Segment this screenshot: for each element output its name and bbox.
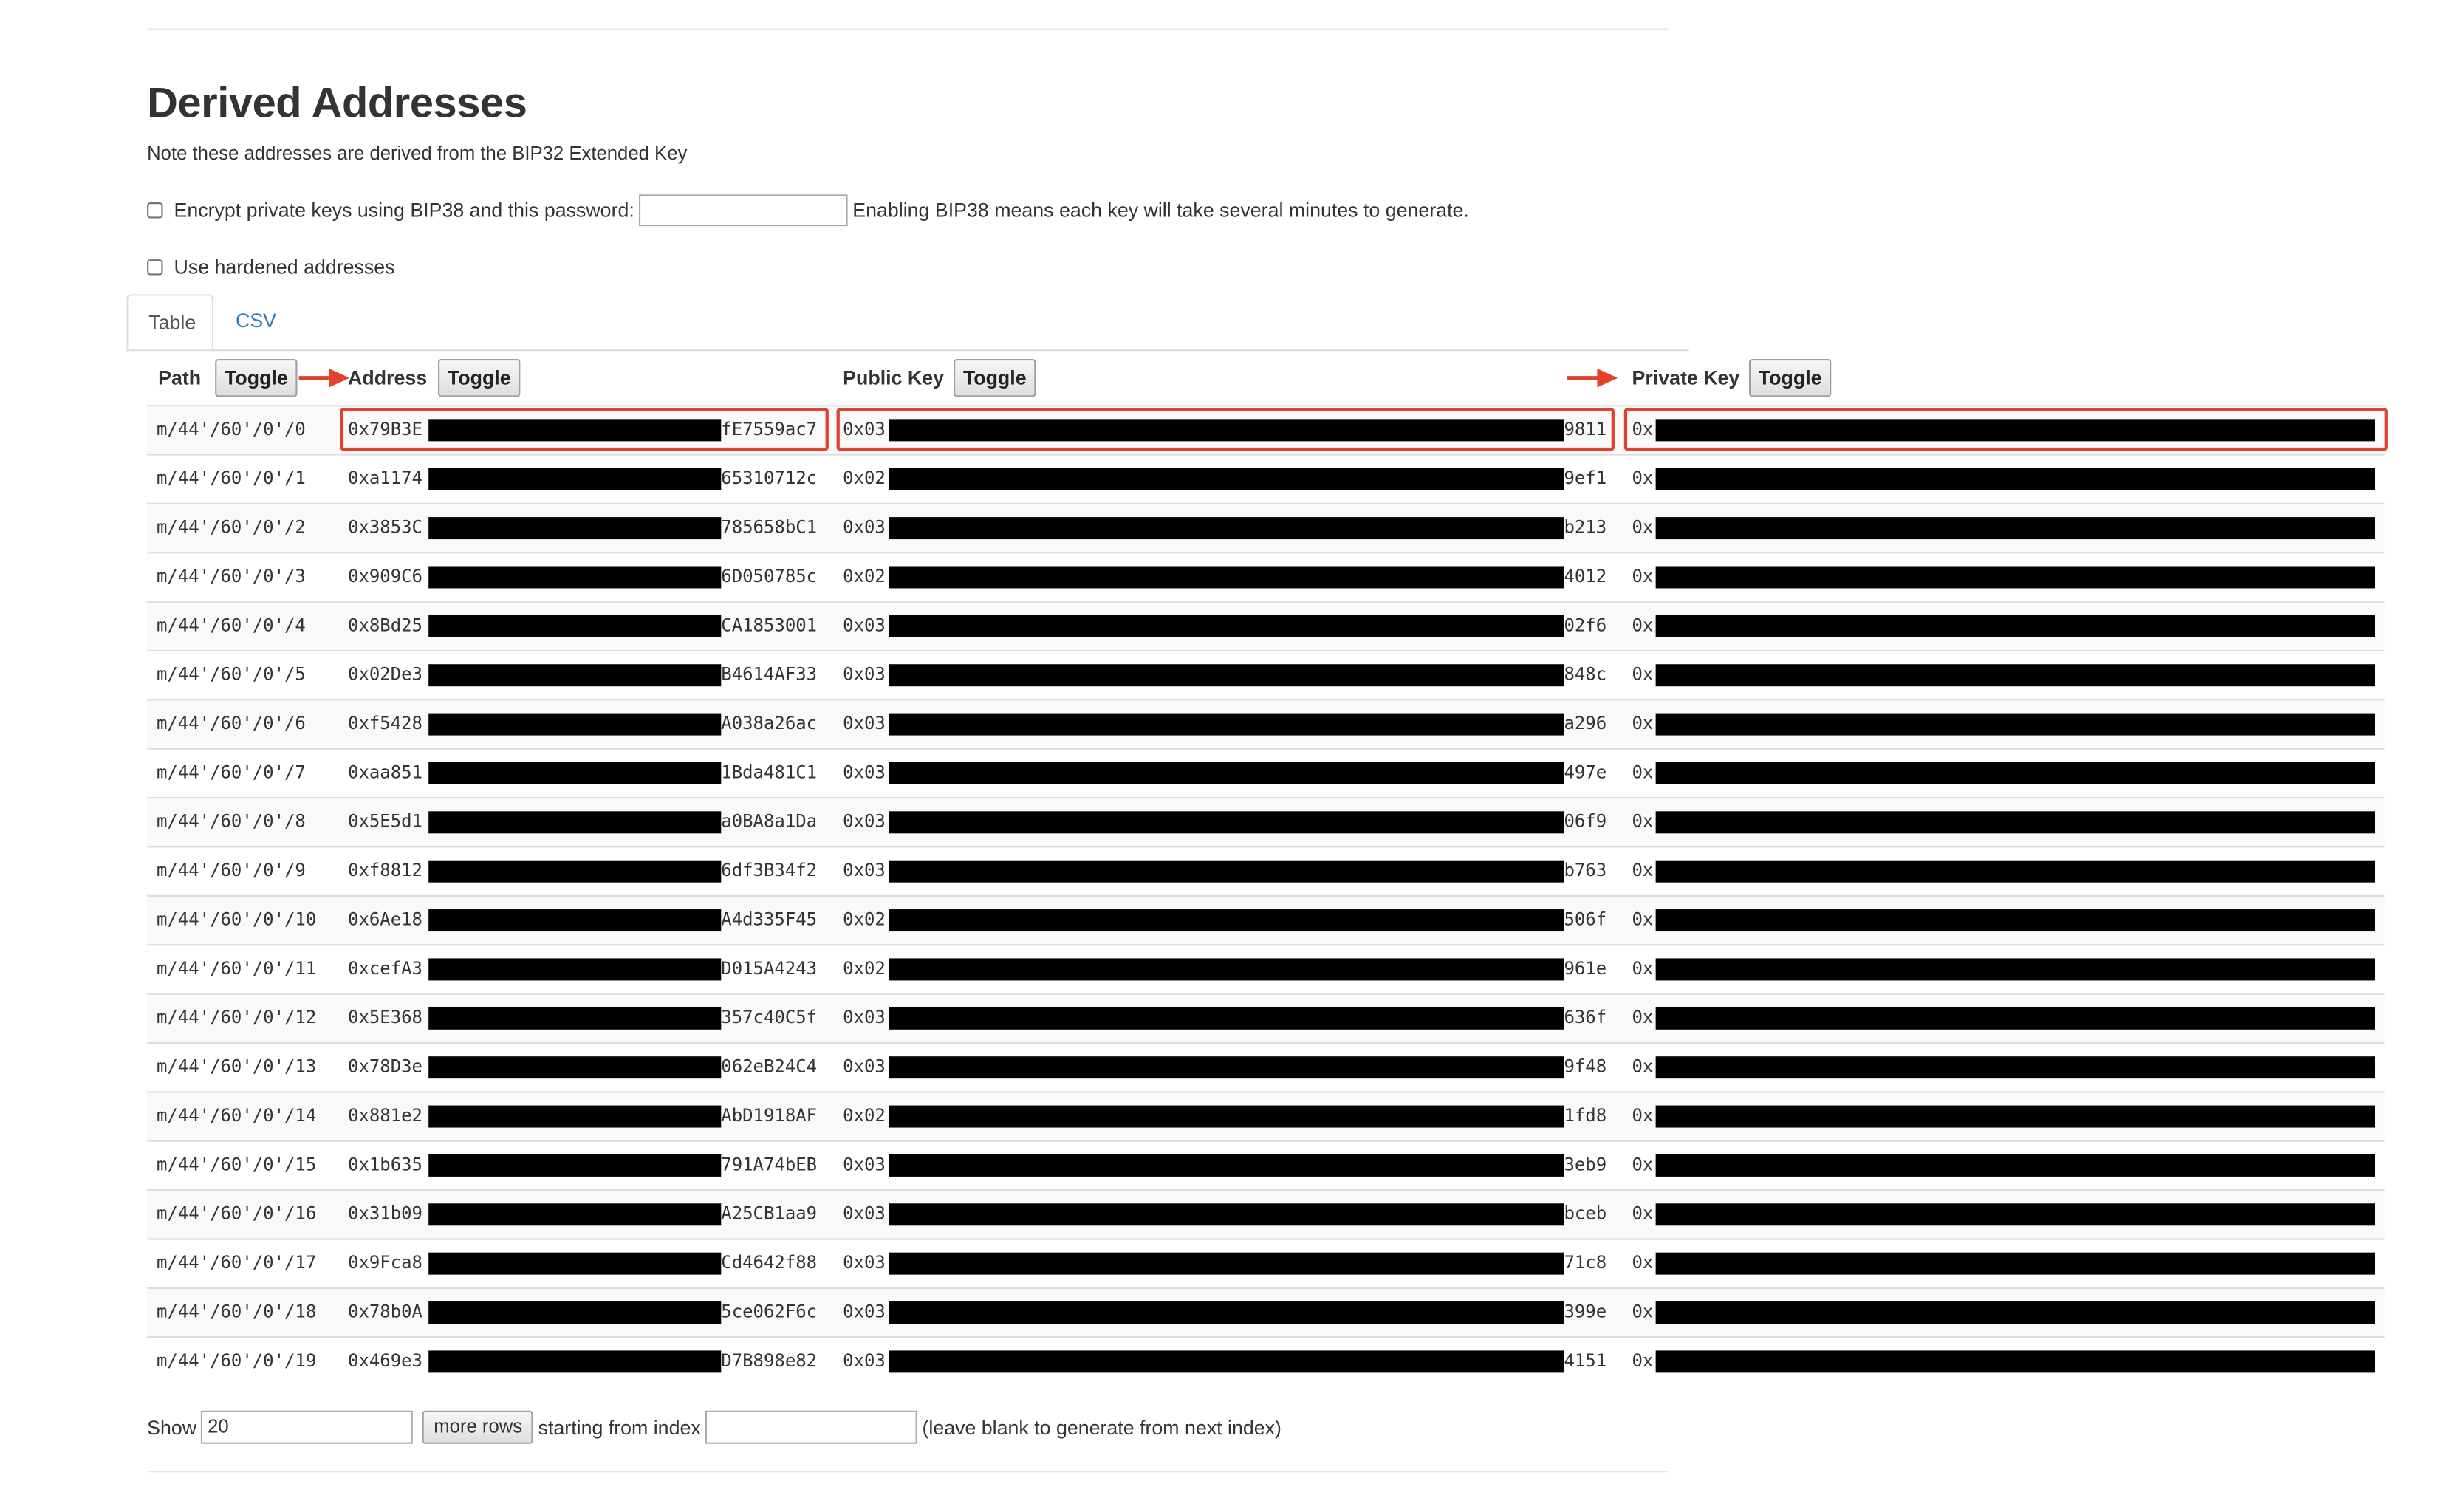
- private-key-start: 0x: [1632, 615, 1654, 636]
- private-key-start: 0x: [1632, 958, 1654, 979]
- table-row: [147, 797, 2385, 846]
- address-start: 0x78b0A: [348, 1301, 422, 1322]
- public-key-end: 961e: [1564, 958, 1607, 979]
- table-row: [147, 1189, 2385, 1238]
- address-redaction: [428, 861, 721, 883]
- column-header-address: Address: [348, 366, 428, 389]
- private-key-start: 0x: [1632, 1350, 1654, 1372]
- address-start: 0x1b635: [348, 1154, 422, 1175]
- tab-table[interactable]: Table: [126, 294, 213, 349]
- table-row: [147, 944, 2385, 993]
- public-key-start: 0x03: [843, 615, 886, 636]
- address-end: A4d335F45: [721, 909, 818, 930]
- path-cell: m/44'/60'/0'/12: [156, 1007, 317, 1028]
- table-footer: [147, 1411, 1281, 1444]
- section-note: Note these addresses are derived from the BIP32 Extended Key: [147, 142, 688, 165]
- path-cell: m/44'/60'/0'/10: [156, 909, 317, 930]
- table-row: [147, 552, 2385, 601]
- public-key-end: 06f9: [1564, 811, 1607, 832]
- private-key-redaction: [1656, 1056, 2375, 1078]
- toggle-private-key-button[interactable]: Toggle: [1749, 359, 1831, 397]
- bip38-label: Encrypt private keys using BIP38 and this password:: [174, 199, 634, 222]
- address-end: Cd4642f88: [721, 1252, 818, 1273]
- public-key-start: 0x03: [843, 1007, 886, 1028]
- public-key-end: b763: [1564, 860, 1607, 881]
- address-start: 0x5E368: [348, 1007, 422, 1028]
- address-end: CA1853001: [721, 615, 818, 636]
- public-key-end: a296: [1564, 713, 1607, 734]
- address-end: 357c40C5f: [721, 1007, 818, 1028]
- public-key-start: 0x03: [843, 811, 886, 832]
- hardened-checkbox[interactable]: [147, 259, 162, 275]
- toggle-public-key-button[interactable]: Toggle: [954, 359, 1036, 397]
- private-key-redaction: [1656, 468, 2375, 490]
- path-cell: m/44'/60'/0'/15: [156, 1154, 317, 1175]
- private-key-start: 0x: [1632, 1007, 1654, 1028]
- public-key-redaction: [889, 664, 1564, 686]
- public-key-redaction: [889, 958, 1564, 980]
- section-title: Derived Addresses: [147, 79, 527, 127]
- private-key-start: 0x: [1632, 1203, 1654, 1225]
- private-key-redaction: [1656, 1154, 2375, 1177]
- public-key-start: 0x02: [843, 958, 886, 979]
- public-key-redaction: [889, 1301, 1564, 1324]
- address-end: B4614AF33: [721, 664, 818, 685]
- private-key-redaction: [1656, 909, 2375, 931]
- address-redaction: [428, 762, 721, 784]
- public-key-end: 1fd8: [1564, 1105, 1607, 1126]
- address-start: 0xf5428: [348, 713, 422, 734]
- address-start: 0x909C6: [348, 566, 422, 587]
- path-cell: m/44'/60'/0'/3: [156, 566, 306, 587]
- address-highlight-box: [340, 408, 829, 451]
- path-cell: m/44'/60'/0'/1: [156, 468, 306, 489]
- address-start: 0x78D3e: [348, 1056, 422, 1078]
- public-key-redaction: [889, 762, 1564, 784]
- public-key-end: 3eb9: [1564, 1154, 1607, 1175]
- table-row: [147, 650, 2385, 699]
- address-start: 0x31b09: [348, 1203, 422, 1225]
- public-key-end: 497e: [1564, 762, 1607, 783]
- column-header-path: Path: [158, 366, 202, 389]
- address-redaction: [428, 1253, 721, 1275]
- public-key-end: 71c8: [1564, 1252, 1607, 1273]
- address-redaction: [428, 1008, 721, 1030]
- address-start: 0xaa851: [348, 762, 422, 783]
- private-key-redaction: [1656, 615, 2375, 637]
- private-key-redaction: [1656, 1008, 2375, 1030]
- private-key-redaction: [1656, 1301, 2375, 1324]
- public-key-start: 0x03: [843, 517, 886, 538]
- private-key-redaction: [1656, 811, 2375, 833]
- table-row: [147, 1287, 2385, 1336]
- private-key-start: 0x: [1632, 468, 1654, 489]
- private-key-start: 0x: [1632, 762, 1654, 783]
- public-key-start: 0x02: [843, 909, 886, 930]
- public-key-end: 4012: [1564, 566, 1607, 587]
- address-redaction: [428, 1154, 721, 1177]
- arrow-right-icon: [298, 367, 352, 389]
- public-key-redaction: [889, 517, 1564, 539]
- private-key-start: 0x: [1632, 1154, 1654, 1175]
- table-row: [147, 454, 2385, 502]
- address-end: A25CB1aa9: [721, 1203, 818, 1225]
- public-key-start: 0x03: [843, 1350, 886, 1372]
- public-key-redaction: [889, 1106, 1564, 1128]
- table-row: [147, 993, 2385, 1042]
- toggle-address-button[interactable]: Toggle: [438, 359, 520, 397]
- public-key-start: 0x02: [843, 566, 886, 587]
- public-key-redaction: [889, 1253, 1564, 1275]
- path-cell: m/44'/60'/0'/6: [156, 713, 306, 734]
- rows-count-input[interactable]: 20: [202, 1411, 414, 1444]
- address-start: 0x8Bd25: [348, 615, 422, 636]
- private-key-start: 0x: [1632, 860, 1654, 881]
- path-cell: m/44'/60'/0'/4: [156, 615, 306, 636]
- private-key-start: 0x: [1632, 1105, 1654, 1126]
- public-key-end: 636f: [1564, 1007, 1607, 1028]
- address-start: 0x881e2: [348, 1105, 422, 1126]
- address-start: 0xa1174: [348, 468, 422, 489]
- starting-index-label: starting from index: [538, 1416, 701, 1439]
- address-start: 0x6Ae18: [348, 909, 422, 930]
- address-redaction: [428, 958, 721, 980]
- address-end: 785658bC1: [721, 517, 818, 538]
- public-key-highlight-box: [837, 408, 1615, 451]
- private-key-redaction: [1656, 861, 2375, 883]
- address-redaction: [428, 714, 721, 736]
- address-end: 5ce062F6c: [721, 1301, 818, 1322]
- private-key-start: 0x: [1632, 1301, 1654, 1322]
- address-redaction: [428, 811, 721, 833]
- public-key-end: b213: [1564, 517, 1607, 538]
- address-redaction: [428, 517, 721, 539]
- table-row: [147, 405, 2385, 454]
- address-end: 65310712c: [721, 468, 818, 489]
- public-key-start: 0x02: [843, 1105, 886, 1126]
- table-row: [147, 748, 2385, 797]
- public-key-redaction: [889, 1008, 1564, 1030]
- public-key-redaction: [889, 714, 1564, 736]
- public-key-start: 0x03: [843, 1301, 886, 1322]
- public-key-end: 02f6: [1564, 615, 1607, 636]
- address-redaction: [428, 468, 721, 490]
- toggle-path-button[interactable]: Toggle: [215, 359, 297, 397]
- address-start: 0x02De3: [348, 664, 422, 685]
- public-key-redaction: [889, 1350, 1564, 1372]
- public-key-start: 0x03: [843, 1203, 886, 1225]
- public-key-start: 0x03: [843, 419, 886, 440]
- private-key-redaction: [1656, 762, 2375, 784]
- more-rows-button[interactable]: more rows: [422, 1411, 533, 1444]
- address-end: 062eB24C4: [721, 1056, 818, 1078]
- address-start: 0x5E5d1: [348, 811, 422, 832]
- private-key-redaction: [1656, 714, 2375, 736]
- output-tabs: [126, 294, 1688, 351]
- public-key-redaction: [889, 615, 1564, 637]
- address-start: 0x469e3: [348, 1350, 422, 1372]
- public-key-redaction: [889, 861, 1564, 883]
- address-end: D015A4243: [721, 958, 818, 979]
- address-end: AbD1918AF: [721, 1105, 818, 1126]
- table-row: [147, 1091, 2385, 1140]
- private-key-start: 0x: [1632, 664, 1654, 685]
- path-cell: m/44'/60'/0'/8: [156, 811, 306, 832]
- private-key-redaction: [1656, 958, 2375, 980]
- private-key-start: 0x: [1632, 1056, 1654, 1078]
- public-key-redaction: [889, 1154, 1564, 1177]
- public-key-start: 0x03: [843, 762, 886, 783]
- path-cell: m/44'/60'/0'/7: [156, 762, 306, 783]
- tab-csv[interactable]: CSV: [236, 309, 277, 332]
- address-redaction: [428, 1350, 721, 1372]
- private-key-start: 0x: [1632, 517, 1654, 538]
- public-key-start: 0x03: [843, 664, 886, 685]
- table-row: [147, 895, 2385, 944]
- bottom-divider: [147, 1471, 1669, 1472]
- starting-index-hint: (leave blank to generate from next index): [922, 1416, 1281, 1439]
- bip38-warning: Enabling BIP38 means each key will take several minutes to generate.: [852, 199, 1469, 222]
- public-key-end: 848c: [1564, 664, 1607, 685]
- hardened-option: [147, 256, 394, 278]
- arrow-right-icon: [1566, 367, 1620, 389]
- public-key-redaction: [889, 566, 1564, 588]
- path-cell: m/44'/60'/0'/2: [156, 517, 306, 538]
- public-key-redaction: [889, 811, 1564, 833]
- address-redaction: [428, 1056, 721, 1078]
- private-key-start: 0x: [1632, 713, 1654, 734]
- private-key-start: 0x: [1632, 1252, 1654, 1273]
- public-key-start: 0x02: [843, 468, 886, 489]
- private-key-start: 0x: [1632, 566, 1654, 587]
- public-key-end: 399e: [1564, 1301, 1607, 1322]
- top-divider: [147, 29, 1669, 30]
- path-cell: m/44'/60'/0'/19: [156, 1350, 317, 1372]
- address-end: 6D050785c: [721, 566, 818, 587]
- address-end: 1Bda481C1: [721, 762, 818, 783]
- column-header-public-key: Public Key: [843, 366, 945, 389]
- address-end: D7B898e82: [721, 1350, 818, 1372]
- address-start: 0x3853C: [348, 517, 422, 538]
- table-row: [147, 699, 2385, 748]
- hardened-label: Use hardened addresses: [174, 256, 395, 278]
- path-cell: m/44'/60'/0'/14: [156, 1105, 317, 1126]
- bip38-checkbox[interactable]: [147, 202, 162, 218]
- public-key-start: 0x03: [843, 713, 886, 734]
- public-key-redaction: [889, 468, 1564, 490]
- address-end: fE7559ac7: [721, 419, 818, 440]
- private-key-redaction: [1656, 1106, 2375, 1128]
- table-row: [147, 1336, 2385, 1385]
- address-end: 791A74bEB: [721, 1154, 818, 1175]
- path-cell: m/44'/60'/0'/16: [156, 1203, 317, 1225]
- address-redaction: [428, 664, 721, 686]
- private-key-redaction: [1656, 566, 2375, 588]
- address-redaction: [428, 1106, 721, 1128]
- address-end: a0BA8a1Da: [721, 811, 818, 832]
- show-label: Show: [147, 1416, 197, 1439]
- path-cell: m/44'/60'/0'/9: [156, 860, 306, 881]
- public-key-start: 0x03: [843, 1252, 886, 1273]
- path-cell: m/44'/60'/0'/5: [156, 664, 306, 685]
- private-key-redaction: [1656, 517, 2375, 539]
- public-key-end: 4151: [1564, 1350, 1607, 1372]
- public-key-end: 9ef1: [1564, 468, 1607, 489]
- private-key-redaction: [1656, 664, 2375, 686]
- column-header-private-key: Private Key: [1632, 366, 1740, 389]
- public-key-start: 0x03: [843, 1056, 886, 1078]
- private-key-start: 0x: [1632, 811, 1654, 832]
- address-redaction: [428, 566, 721, 588]
- public-key-redaction: [889, 1056, 1564, 1078]
- private-key-redaction: [1656, 1203, 2375, 1225]
- address-end: A038a26ac: [721, 713, 818, 734]
- path-cell: m/44'/60'/0'/17: [156, 1252, 317, 1273]
- address-redaction: [428, 615, 721, 637]
- address-end: 6df3B34f2: [721, 860, 818, 881]
- address-start: 0x79B3E: [348, 419, 422, 440]
- address-start: 0xf8812: [348, 860, 422, 881]
- path-cell: m/44'/60'/0'/13: [156, 1056, 317, 1078]
- address-start: 0xcefA3: [348, 958, 422, 979]
- bip38-option: [147, 194, 1469, 226]
- private-key-start: 0x: [1632, 419, 1654, 440]
- public-key-end: 9f48: [1564, 1056, 1607, 1078]
- address-start: 0x9Fca8: [348, 1252, 422, 1273]
- private-key-highlight-box: [1624, 408, 2388, 451]
- private-key-redaction: [1656, 1253, 2375, 1275]
- public-key-start: 0x03: [843, 1154, 886, 1175]
- table-row: [147, 846, 2385, 894]
- table-row: [147, 1140, 2385, 1189]
- table-row: [147, 1238, 2385, 1287]
- path-cell: m/44'/60'/0'/0: [156, 419, 306, 440]
- public-key-end: bceb: [1564, 1203, 1607, 1225]
- address-redaction: [428, 1203, 721, 1225]
- table-row: [147, 601, 2385, 650]
- address-redaction: [428, 1301, 721, 1324]
- public-key-redaction: [889, 1203, 1564, 1225]
- starting-index-input[interactable]: [705, 1411, 917, 1444]
- table-row: [147, 503, 2385, 552]
- path-cell: m/44'/60'/0'/18: [156, 1301, 317, 1322]
- private-key-redaction: [1656, 1350, 2375, 1372]
- public-key-start: 0x03: [843, 860, 886, 881]
- public-key-redaction: [889, 909, 1564, 931]
- public-key-end: 9811: [1564, 419, 1607, 440]
- path-cell: m/44'/60'/0'/11: [156, 958, 317, 979]
- bip38-password-input[interactable]: [639, 194, 848, 226]
- private-key-start: 0x: [1632, 909, 1654, 930]
- address-redaction: [428, 909, 721, 931]
- table-row: [147, 1042, 2385, 1091]
- public-key-end: 506f: [1564, 909, 1607, 930]
